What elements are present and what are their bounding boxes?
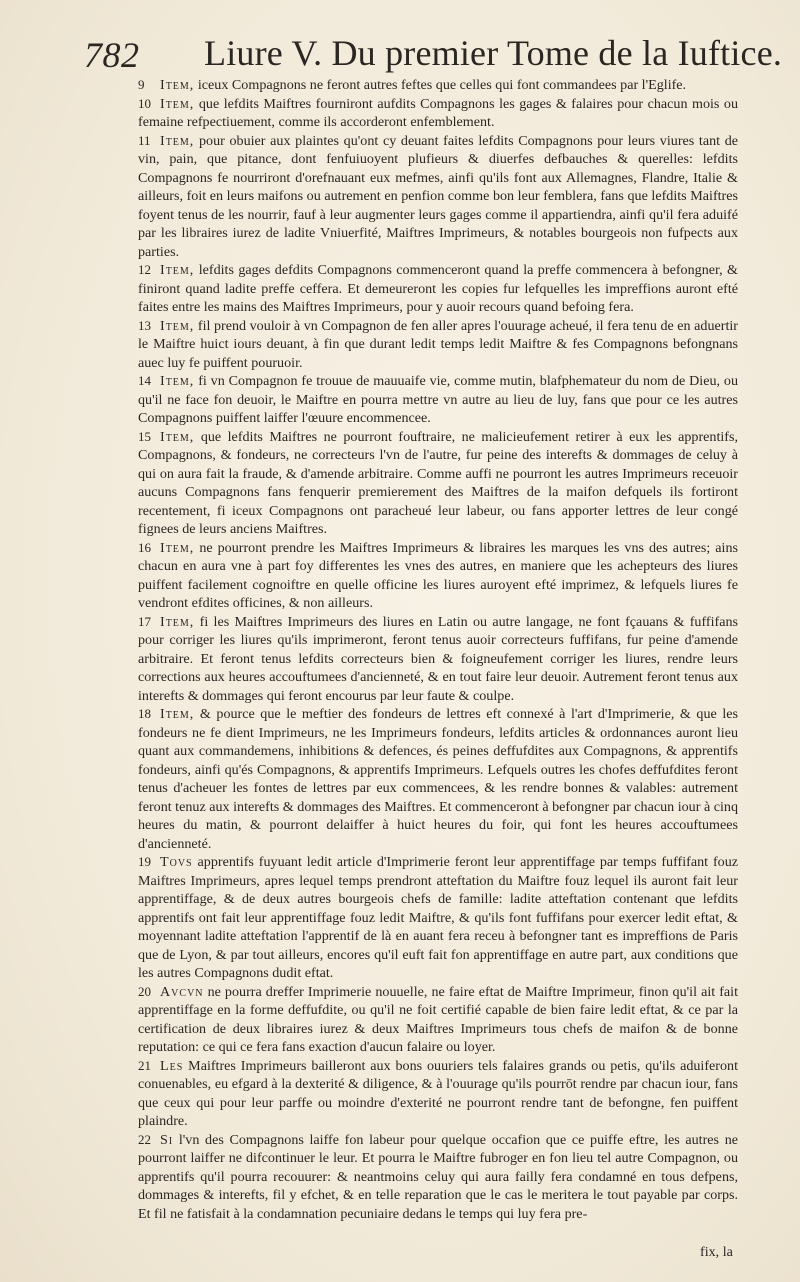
article-21: [138, 1057, 738, 1131]
article-text: lefdits gages defdits Compagnons commenceront quand la preffe commencera à befongner, & finiront quand ladite preffe ceffera. Et demeureront les copies fur lefquelles les impreffions auront efté faites entre les mains des Maiftres Imprimeurs, pour y auoir recours quand befoing fera.: [138, 262, 739, 315]
article-16: [138, 539, 738, 613]
article-19: [138, 853, 738, 983]
article-12: [138, 261, 738, 317]
article-lead: Item,: [160, 613, 195, 630]
page-number: 782: [84, 35, 140, 75]
article-14: [138, 372, 738, 428]
article-number: 14: [138, 373, 151, 388]
article-text: que lefdits Maiftres ne pourront fouftraire, ne malicieufement retirer à eux les apprentifs, Compagnons, & fondeurs, ne correcteurs l'vn de l'autre, fur peine des interefts & dommages de celuy à qui on aura fait la fraude, & d'amende arbitraire. Comme auffi ne pourront les autres Imprimeurs receuoir aucuns Compagnons fans fenquerir premierement des Maiftres de la maifon defquels ils fortiront recentement, fi iceux Compagnons ont paracheué leur labeur, ou fans apporter lettres de leur congé fignees de leurs anciens Maiftres.: [138, 428, 738, 537]
article-number: 9: [138, 77, 145, 92]
article-lead: Tovs: [160, 854, 193, 870]
article-18: [138, 705, 738, 853]
article-number: 18: [138, 706, 151, 721]
article-lead: Item,: [160, 539, 195, 556]
article-20: [138, 983, 738, 1057]
article-lead: Item,: [160, 95, 195, 112]
article-13: [138, 317, 738, 373]
article-15: [138, 428, 738, 539]
article-number: 22: [138, 1131, 151, 1147]
article-lead: Les: [160, 1057, 184, 1074]
article-lead: Item,: [160, 132, 195, 149]
article-number: 11: [138, 132, 151, 148]
article-text: l'vn des Compagnons laiffe fon labeur pour quelque occafion que ce puiffe eftre, les autres ne pourront laiffer ne difcontinuer le leur. Et pourra le Maiftre fubroger en fon lieu tel autre Compagnon, ou apprentifs qu'il pourra recouurer: & neantmoins celuy qui aura failly fera condamné en tous defpens, dommages & interefts, fil y efchet, & en telle reparation que le cas le meritera le tout payable par corps. Et fil ne fatisfait à la condamnation pecuniaire dedans le temps qui luy fera pre-: [138, 1131, 738, 1222]
article-text: ne pourront prendre les Maiftres Imprimeurs & libraires les marques les vns des autres; ains chacun en aura vne à part foy differentes les vnes des autres, en maniere que les achepteurs des liures puiffent facilement cognoiftre en quelle officine les liures auroyent efté imprimez, & lefquels liures fe vendront efdites officines, & non ailleurs.: [138, 539, 738, 611]
article-text: apprentifs fuyuant ledit article d'Imprimerie feront leur apprentiffage par temps fuffifant fouz Maiftres Imprimeurs, apres lequel temps prendront atteftation du Maiftre fouz lequel ils auront fait leur apprentiffage, & de deux autres bourgeois chefs de famille: ladite atteftation contenant que lefdits apprentifs ont fait leur apprentiffage fouz ledit Maiftre, & qu'ils font fuffifans pour exercer ledit eftat, & moyennant ladite atteftation l'apprentif de là en auant fera receu à befongner tant es impreffions de Paris que de Lyon, & par tout ailleurs, encores qu'il euft fait fon apprentiffage en autre part, aux conditions que les autres Compagnons dudit eftat.: [138, 854, 739, 981]
article-number: 21: [138, 1057, 151, 1073]
article-lead: Item,: [160, 262, 195, 278]
article-lead: Si: [160, 1131, 174, 1148]
article-10: [138, 95, 738, 132]
article-text: pour obuier aux plaintes qu'ont cy deuant faites lefdits Compagnons pour leurs viures tant de vin, pain, que pitance, dont fenfuiuoyent plufieurs & diuerfes defbauches & querelles: lefdits Compagnons fe nourriront d'orefnauant eux mefmes, ainfi qu'ils font aux Allemagnes, Flandre, Italie & ailleurs, foit en leurs maifons ou autrement en penfion comme bon leur femblera, fans que lefdits Maiftres foyent tenus de les nourrir, fauf à leur augmenter leurs gages comme il appartiendra, ainfi qu'il fera aduifé par les libraires iurez de ladite Vniuerfité, Maiftres Imprimeurs, & notables bourgeois non fufpects aux parties.: [138, 132, 739, 260]
article-9: [138, 76, 738, 95]
article-17: [138, 613, 738, 706]
article-number: 13: [138, 317, 151, 333]
article-text: fil prend vouloir à vn Compagnon de fen aller apres l'ouurage acheué, il fera tenu de en aduertir le Maiftre huict iours deuant, à fin que durant ledit temps ledit Maiftre & fes Compagnons befongnans auec luy fe puiffent pouruoir.: [138, 317, 738, 371]
article-text: ne pourra dreffer Imprimerie nouuelle, ne faire eftat de Maiftre Imprimeur, finon qu'il ait fait apprentiffage en la forme deffufdite, ou qu'il ne foit certifié capable de bien faire ledit eftat, & ce par la certification de deux libraires iurez & deux Maiftres Imprimeurs tous chefs de maifon & de bonne reputation: ce qui ce fera fans exaction d'aucun falaire ou loyer.: [138, 983, 738, 1055]
article-number: 19: [138, 854, 151, 869]
article-number: 20: [138, 983, 151, 999]
article-lead: Avcvn: [160, 983, 204, 1000]
article-number: 16: [138, 539, 151, 555]
article-lead: Item,: [160, 373, 195, 389]
article-lead: Item,: [160, 428, 195, 445]
article-11: [138, 132, 738, 262]
article-lead: Item,: [160, 317, 195, 334]
article-text: Maiftres Imprimeurs bailleront aux bons ouuriers tels falaires grands ou petis, qu'ils aduiferont conuenables, eu efgard à la dexterité & diligence, & à l'ouurage qu'ils pourrōt rendre par chacun iour, fans que ceux qui pour leur parffe ou moindre d'exterité ne pourront rendre tant de befongne, fen puiffent plaindre.: [138, 1057, 738, 1129]
article-lead: Item,: [160, 77, 195, 93]
catchword: fix, la: [700, 1244, 733, 1260]
article-lead: Item,: [160, 706, 195, 722]
article-number: 10: [138, 95, 151, 111]
article-text: que lefdits Maiftres fourniront aufdits Compagnons les gages & falaires pour chacun mois ou femaine refpectiuement, comme ils accorderont enfemblement.: [138, 95, 739, 130]
article-text: iceux Compagnons ne feront autres feftes que celles qui font commandees par l'Eglife.: [197, 77, 687, 93]
article-number: 17: [138, 613, 151, 629]
article-list: [138, 76, 738, 1223]
article-22: [138, 1131, 738, 1224]
article-number: 15: [138, 428, 151, 444]
article-text: fi vn Compagnon fe trouue de mauuaife vie, comme mutin, blafphemateur du nom de Dieu, ou qu'il ne face fon deuoir, le Maiftre en pourra mettre vn autre au lieu de luy, fans que pour ce les autres Compagnons puiffent laiffer l'œuure encommencee.: [138, 373, 738, 426]
article-text: fi les Maiftres Imprimeurs des liures en Latin ou autre langage, ne font fçauans & fuffifans pour corriger les liures qu'ils imprimeront, feront tenus auoir correcteurs fuffifans, fur peine d'amende arbitraire. Et feront tenus lefdits correcteurs bien & foigneufement corriger les liures, rendre leurs corrections aux heures accouftumees d'ancienneté, & en tout faire leur deuoir. Autrement feront tenus aux interefts & dommages qui feront encourus par leur faute & coulpe.: [138, 613, 738, 704]
running-head: Liure V. Du premier Tome de la Iuftice.: [204, 33, 783, 73]
article-number: 12: [138, 262, 151, 277]
article-text: & pource que le meftier des fondeurs de lettres eft connexé à l'art d'Imprimerie, & que les fondeurs ne fe dient Imprimeurs, ne les Imprimeurs fondeurs, lefdits articles & ordonnances auront lieu quant aux commandemens, inhibitions & defences, és peines deffufdites aux Compagnons, & apprentifs fondeurs, ainfi qu'és Compagnons, & apprentifs Imprimeurs. Lefquels outres les chofes deffufdites feront tenus d'acheuer les fontes de lettres par eux commencees, & les rendre bonnes & valables: autrement feront tenuz aux interefts & dommages des Maiftres. Et commenceront à befongner par chacun iour à cinq heures du matin, & pourront delaiffer à huict heures du foir, qui font les heures accouftumees d'ancienneté.: [138, 706, 738, 852]
